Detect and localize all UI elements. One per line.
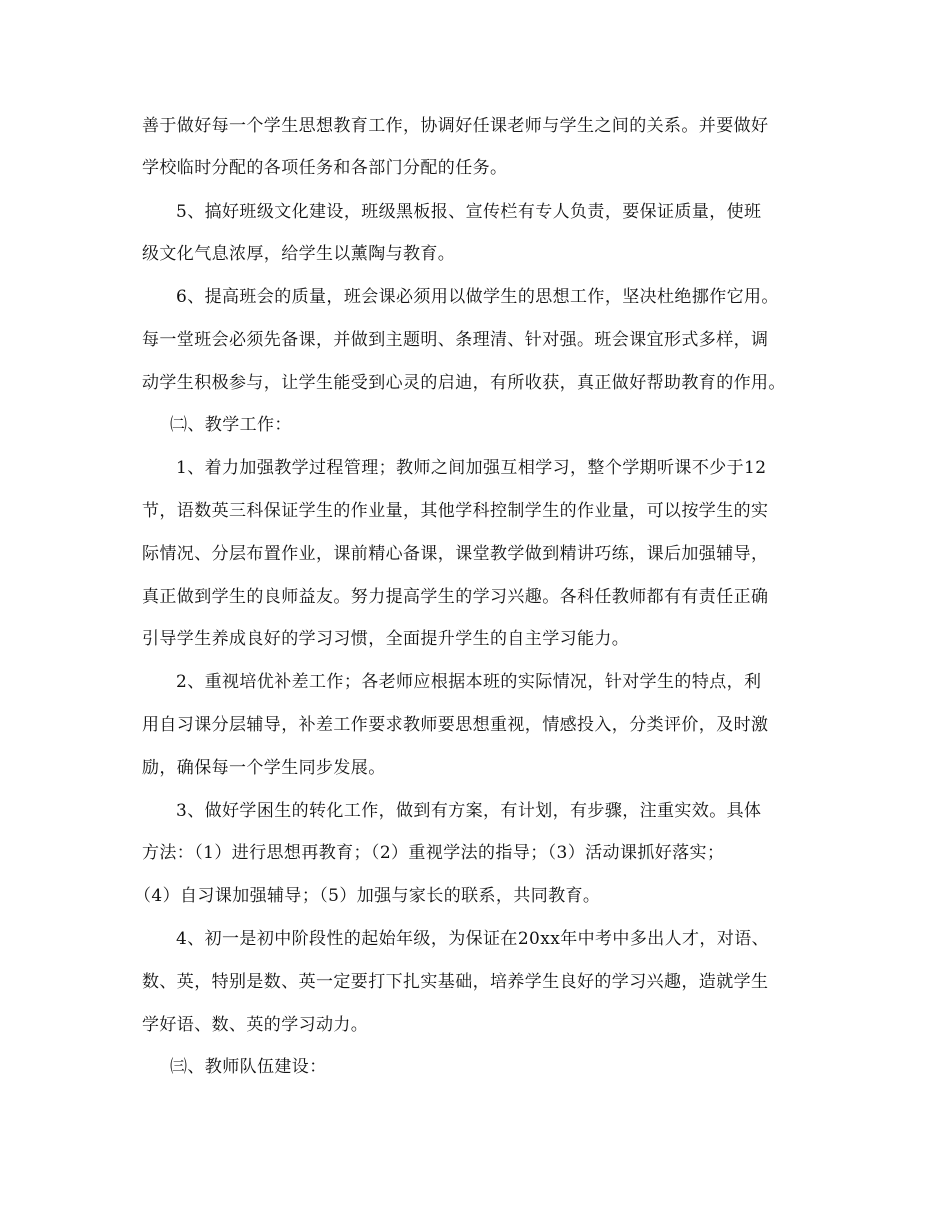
paragraph-line: 引导学生养成良好的学习习惯，全面提升学生的自主学习能力。 bbox=[142, 629, 630, 649]
paragraph-line: 方法：（1）进行思想再教育；（2）重视学法的指导；（3）活动课抓好落实； bbox=[142, 843, 725, 863]
paragraph-line: 善于做好每一个学生思想教育工作，协调好任课老师与学生之间的关系。并要做好 bbox=[142, 116, 769, 136]
paragraph-line: 真正做到学生的良师益友。努力提高学生的学习兴趣。各科任教师都有有责任正确 bbox=[142, 587, 769, 607]
paragraph-line: （4）自习课加强辅导；（5）加强与家长的联系，共同教育。 bbox=[134, 886, 601, 906]
paragraph-line: 6、提高班会的质量，班会课必须用以做学生的思想工作，坚决杜绝挪作它用。 bbox=[176, 287, 779, 307]
paragraph-line: 学校临时分配的各项任务和各部门分配的任务。 bbox=[142, 158, 508, 178]
paragraph-line: 5、搞好班级文化建设，班级黑板报、宣传栏有专人负责，要保证质量，使班 bbox=[176, 202, 762, 222]
paragraph-line: 动学生积极参与，让学生能受到心灵的启迪，有所收获，真正做好帮助教育的作用。 bbox=[142, 373, 786, 393]
section-heading: ㈢、教师队伍建设： bbox=[170, 1057, 327, 1077]
paragraph-line: 节，语数英三科保证学生的作业量，其他学科控制学生的作业量，可以按学生的实 bbox=[142, 501, 769, 521]
paragraph-line: 每一堂班会必须先备课，并做到主题明、条理清、针对强。班会课宜形式多样，调 bbox=[142, 330, 769, 350]
paragraph-line: 4、初一是初中阶段性的起始年级，为保证在20xx年中考中多出人才，对语、 bbox=[176, 929, 770, 949]
paragraph-line: 数、英，特别是数、英一定要打下扎实基础，培养学生良好的学习兴趣，造就学生 bbox=[142, 972, 769, 992]
section-heading: ㈡、教学工作： bbox=[170, 415, 292, 435]
paragraph-line: 用自习课分层辅导，补差工作要求教师要思想重视，情感投入，分类评价，及时激 bbox=[142, 715, 769, 735]
paragraph-line: 3、做好学困生的转化工作，做到有方案，有计划，有步骤，注重实效。具体 bbox=[176, 801, 762, 821]
paragraph-line: 1、着力加强教学过程管理；教师之间加强互相学习，整个学期听课不少于12 bbox=[176, 458, 767, 478]
paragraph-line: 学好语、数、英的学习动力。 bbox=[142, 1015, 369, 1035]
paragraph-line: 际情况、分层布置作业，课前精心备课，课堂教学做到精讲巧练，课后加强辅导， bbox=[142, 544, 769, 564]
paragraph-line: 励，确保每一个学生同步发展。 bbox=[142, 758, 386, 778]
paragraph-line: 级文化气息浓厚，给学生以薰陶与教育。 bbox=[142, 244, 456, 264]
paragraph-line: 2、重视培优补差工作；各老师应根据本班的实际情况，针对学生的特点，利 bbox=[176, 672, 762, 692]
